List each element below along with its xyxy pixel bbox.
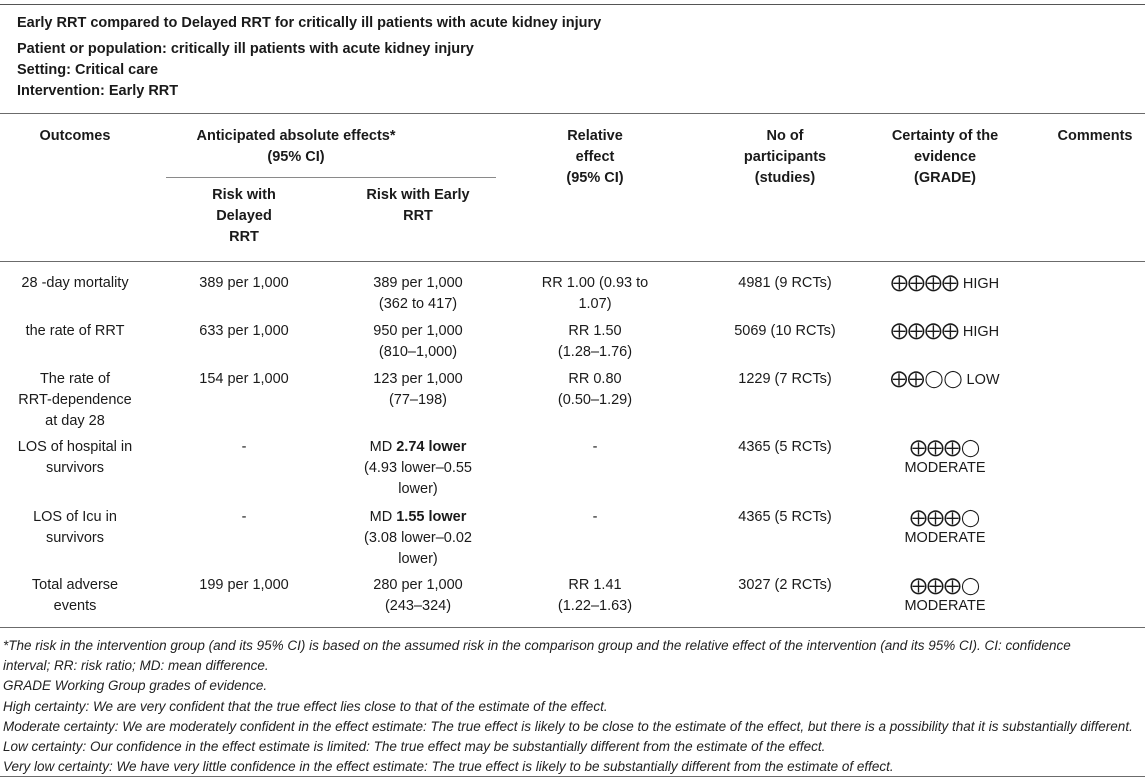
row-3-outcome-line1: The rate of [39,371,111,387]
certainty-label: MODERATE [904,598,986,614]
col-outcomes [10,126,140,147]
row-2-outcome-line1: the rate of RRT [25,323,125,339]
table-row-5-outcome [0,507,150,549]
table-row-1-outcome [0,273,150,294]
row-4-outcome-line2: survivors [45,460,104,476]
certainty-symbols: ⨁⨁⨁⨁ [890,321,959,340]
table-row-2-participants [700,321,870,342]
table-row-5-delayed [170,507,318,528]
row-2-relative-line2: (1.28–1.76) [557,344,633,360]
row-5-early-prefix: MD [369,509,397,525]
row-6-outcome-line2: events [53,598,97,614]
table-row-3-certainty [860,368,1030,391]
certainty-symbols: ⨁⨁⨁◯ [909,508,981,527]
row-4-early-estimate: 2.74 lower [396,439,467,455]
col-anticipated [166,126,426,168]
col-comments-label: Comments [1057,128,1133,144]
table-row-2-delayed [170,321,318,342]
col-participants-line1: No of [766,128,804,144]
col-outcomes-label: Outcomes [39,128,111,144]
row-4-early-line3: lower) [398,481,438,497]
certainty-symbols: ⨁⨁◯◯ [890,369,963,388]
row-5-participants-value: 4365 (5 RCTs) [738,509,832,525]
row-3-early-line2: (77–198) [388,392,448,408]
certainty-label: HIGH [962,324,1000,340]
table-row-6-outcome [0,575,150,617]
row-3-relative-line2: (0.50–1.29) [557,392,633,408]
subheader-rule [166,177,496,178]
col-participants-line2: participants [743,149,827,165]
row-6-early-line2: (243–324) [384,598,452,614]
table-row-3-early [330,369,506,411]
row-1-relative-line1: RR 1.00 (0.93 to [541,275,649,291]
table-row-1-delayed [170,273,318,294]
row-4-participants-value: 4365 (5 RCTs) [738,439,832,455]
top-rule [0,4,1145,5]
certainty-label: LOW [966,372,1000,388]
table-row-4-outcome [0,437,150,479]
table-row-4-delayed [170,437,318,458]
row-4-delayed-value: - [241,439,247,455]
table-row-6-certainty [860,575,1030,617]
table-row-5-certainty [860,507,1030,549]
row-6-relative-line2: (1.22–1.63) [557,598,633,614]
table-row-1-certainty [860,272,1030,295]
col-relative-effect [520,126,670,189]
col-risk-early-line1: Risk with Early [366,187,470,203]
table-row-5-participants [700,507,870,528]
certainty-label: MODERATE [904,530,986,546]
table-row-4-certainty [860,437,1030,479]
table-row-3-delayed [170,369,318,390]
col-participants [700,126,870,189]
row-3-outcome-line3: at day 28 [45,413,105,429]
col-risk-early-line2: RRT [403,208,433,224]
col-relative-line2: effect [575,149,615,165]
table-row-3-participants [700,369,870,390]
col-risk-delayed [170,185,318,248]
row-4-relative-line1: - [592,439,598,455]
footer-rule [0,627,1145,628]
row-2-early-line2: (810–1,000) [378,344,458,360]
row-5-early-line3: lower) [398,551,438,567]
table-row-1-early [330,273,506,315]
row-2-early-line1: 950 per 1,000 [373,323,463,339]
footnote-1: *The risk in the intervention group (and its 95% CI) is based on the assumed risk in the comparison group and the relative effect of the intervention (and its 95% CI). CI: confidence [3,638,1071,653]
row-6-early-line1: 280 per 1,000 [373,577,463,593]
row-2-relative-line1: RR 1.50 [568,323,622,339]
row-1-early-line1: 389 per 1,000 [373,275,463,291]
col-risk-delayed-line1: Risk with [212,187,276,203]
footnote-5: Moderate certainty: We are moderately confident in the effect estimate: The true effect is likely to be close to the estimate of the effect, but there is a possibility that it is substantially different. [3,718,1133,734]
table-row-2-outcome [0,321,150,342]
row-3-early-line1: 123 per 1,000 [373,371,463,387]
table-row-3-relative [515,369,675,411]
row-3-participants-value: 1229 (7 RCTs) [738,371,832,387]
table-footnotes [3,636,1143,777]
row-5-outcome-line2: survivors [45,530,104,546]
table-row-6-relative [515,575,675,617]
col-relative-line1: Relative [567,128,623,144]
col-participants-line3: (studies) [754,170,816,186]
row-4-early-line1 [330,437,506,458]
col-comments [1040,126,1145,147]
row-1-early-line2: (362 to 417) [378,296,458,312]
row-5-early-estimate: 1.55 lower [396,509,467,525]
col-relative-line3: (95% CI) [566,170,624,186]
bottom-rule [0,776,1145,777]
row-2-participants-value: 5069 (10 RCTs) [734,323,836,339]
table-row-4-early [330,437,506,500]
row-3-relative-line1: RR 0.80 [568,371,622,387]
row-6-participants-value: 3027 (2 RCTs) [738,577,832,593]
row-3-outcome-line2: RRT-dependence [18,392,132,408]
row-4-early-prefix: MD [369,439,397,455]
certainty-symbols: ⨁⨁⨁◯ [909,438,981,457]
intervention-line: Intervention: Early RRT [17,83,179,99]
row-6-delayed-value: 199 per 1,000 [199,577,289,593]
table-row-5-relative [515,507,675,528]
row-5-relative-line1: - [592,509,598,525]
col-certainty [870,126,1020,189]
table-row-1-participants [700,273,870,294]
col-risk-delayed-line2: Delayed [216,208,272,224]
row-5-early-line2: (3.08 lower–0.02 [363,530,472,546]
table-row-5-early [330,507,506,570]
row-5-outcome-line1: LOS of Icu in [33,509,117,525]
table-row-4-relative [515,437,675,458]
table-row-1-relative [515,273,675,315]
certainty-symbols: ⨁⨁⨁⨁ [890,273,959,292]
row-6-outcome-line1: Total adverse [31,577,119,593]
table-row-2-certainty [860,320,1030,343]
header-rule [0,113,1145,114]
footnote-7: Very low certainty: We have very little confidence in the effect estimate: The true effect is likely to be substantially different from the estimate of effect. [3,759,894,775]
certainty-label: MODERATE [904,460,986,476]
footnote-4: High certainty: We are very confident that the true effect lies close to that of the estimate of the effect. [3,698,608,714]
row-4-outcome-line1: LOS of hospital in [17,439,133,455]
table-row-6-participants [700,575,870,596]
col-anticipated-line1: Anticipated absolute effects* [196,128,396,144]
population-line: Patient or population: critically ill patients with acute kidney injury [17,41,474,57]
col-certainty-line2: evidence [913,149,977,165]
table-row-2-early [330,321,506,363]
setting-line: Setting: Critical care [17,62,159,78]
table-row-6-delayed [170,575,318,596]
footnote-6: Low certainty: Our confidence in the effect estimate is limited: The true effect may be substantially different from the estimate of the effect. [3,739,826,755]
col-risk-early [330,185,506,227]
table-title: Early RRT compared to Delayed RRT for critically ill patients with acute kidney injury [17,15,602,31]
row-1-participants-value: 4981 (9 RCTs) [738,275,832,291]
row-5-early-line1 [330,507,506,528]
col-anticipated-line2: (95% CI) [267,149,325,165]
table-row-2-relative [515,321,675,363]
row-1-relative-line2: 1.07) [578,296,612,312]
footnote-3: GRADE Working Group grades of evidence. [3,678,268,694]
table-header-block [17,13,601,102]
row-6-relative-line1: RR 1.41 [568,577,622,593]
col-certainty-line1: Certainty of the [891,128,999,144]
row-2-delayed-value: 633 per 1,000 [199,323,289,339]
certainty-symbols: ⨁⨁⨁◯ [909,576,981,595]
row-1-delayed-value: 389 per 1,000 [199,275,289,291]
footnote-2: interval; RR: risk ratio; MD: mean difference. [3,658,269,674]
row-1-outcome-line1: 28 -day mortality [21,275,129,291]
col-certainty-line3: (GRADE) [913,170,977,186]
row-3-delayed-value: 154 per 1,000 [199,371,289,387]
certainty-label: HIGH [962,276,1000,292]
table-row-4-participants [700,437,870,458]
body-rule [0,261,1145,262]
row-5-delayed-value: - [241,509,247,525]
table-row-6-early [330,575,506,617]
col-risk-delayed-line3: RRT [229,229,259,245]
row-4-early-line2: (4.93 lower–0.55 [363,460,472,476]
table-row-3-outcome [0,369,150,432]
